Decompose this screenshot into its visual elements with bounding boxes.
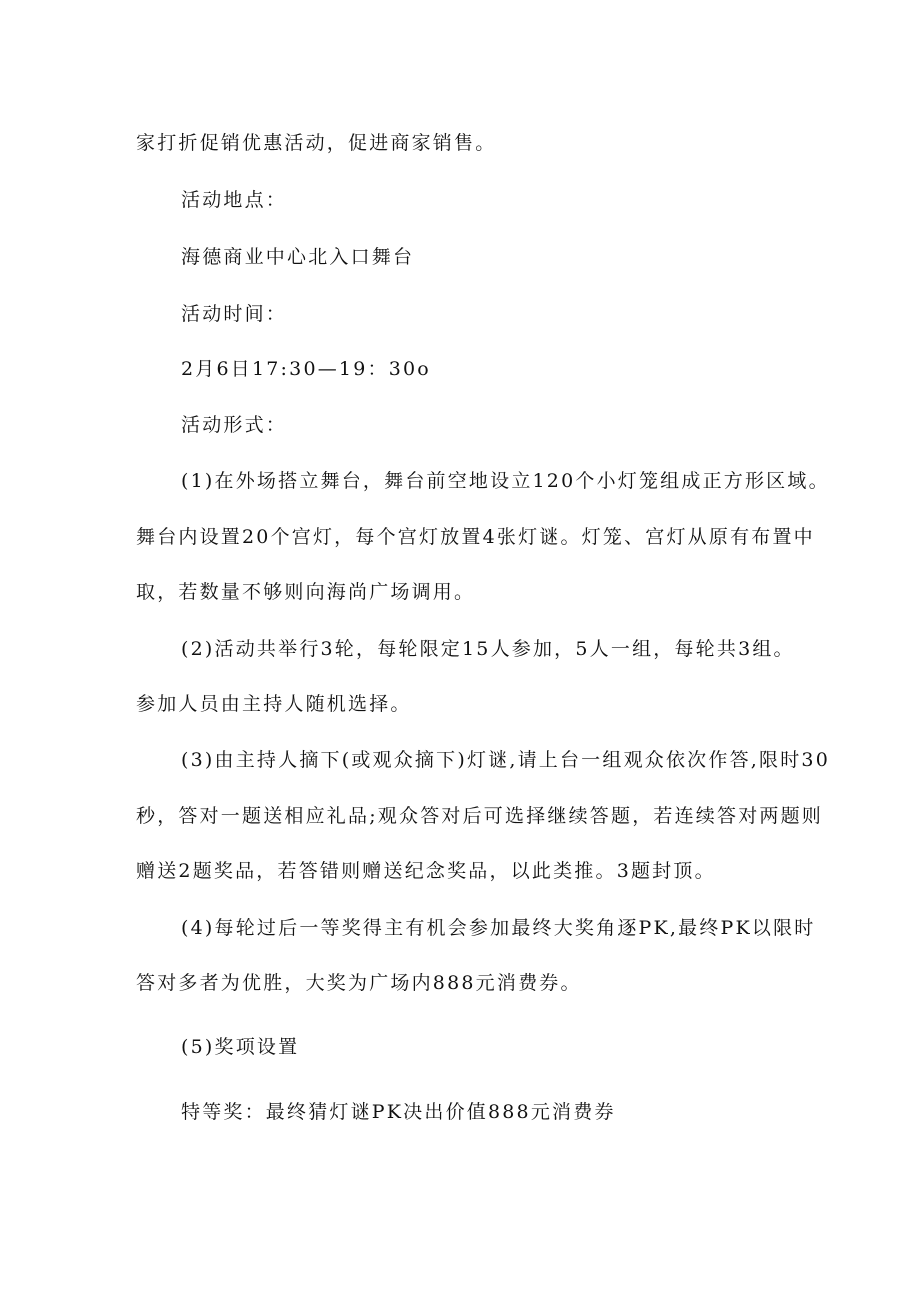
prize-line: 特等奖：最终猜灯谜PK决出价值888元消费券 (181, 1101, 616, 1123)
paragraph-line: (3)由主持人摘下(或观众摘下)灯谜,请上台一组观众依次作答,限时30 (181, 749, 830, 771)
time-value: 2月6日17:30—19：30o (181, 358, 431, 380)
paragraph-line: 参加人员由主持人随机选择。 (136, 693, 412, 715)
paragraph-line: 舞台内设置20个宫灯，每个宫灯放置4张灯谜。灯笼、宫灯从原有布置中 (136, 526, 815, 548)
section-heading-time: 活动时间： (181, 303, 288, 325)
paragraph-line: 取，若数量不够则向海尚广场调用。 (136, 581, 476, 603)
paragraph-line: (1)在外场搭立舞台，舞台前空地设立120个小灯笼组成正方形区域。 (181, 470, 830, 492)
paragraph-line: 秒，答对一题送相应礼品;观众答对后可选择继续答题，若连续答对两题则 (136, 805, 824, 827)
paragraph-line: 赠送2题奖品，若答错则赠送纪念奖品，以此类推。3题封顶。 (136, 860, 716, 882)
section-heading-prizes: (5)奖项设置 (181, 1036, 300, 1058)
paragraph-line: 答对多者为优胜，大奖为广场内888元消费券。 (136, 972, 582, 994)
section-heading-format: 活动形式： (181, 414, 288, 436)
paragraph-line: 家打折促销优惠活动，促进商家销售。 (136, 132, 497, 154)
paragraph-line: (2)活动共举行3轮，每轮限定15人参加，5人一组，每轮共3组。 (181, 638, 795, 660)
section-heading-location: 活动地点： (181, 189, 288, 211)
location-value: 海德商业中心北入口舞台 (181, 246, 415, 268)
paragraph-line: (4)每轮过后一等奖得主有机会参加最终大奖角逐PK,最终PK以限时 (181, 917, 816, 939)
